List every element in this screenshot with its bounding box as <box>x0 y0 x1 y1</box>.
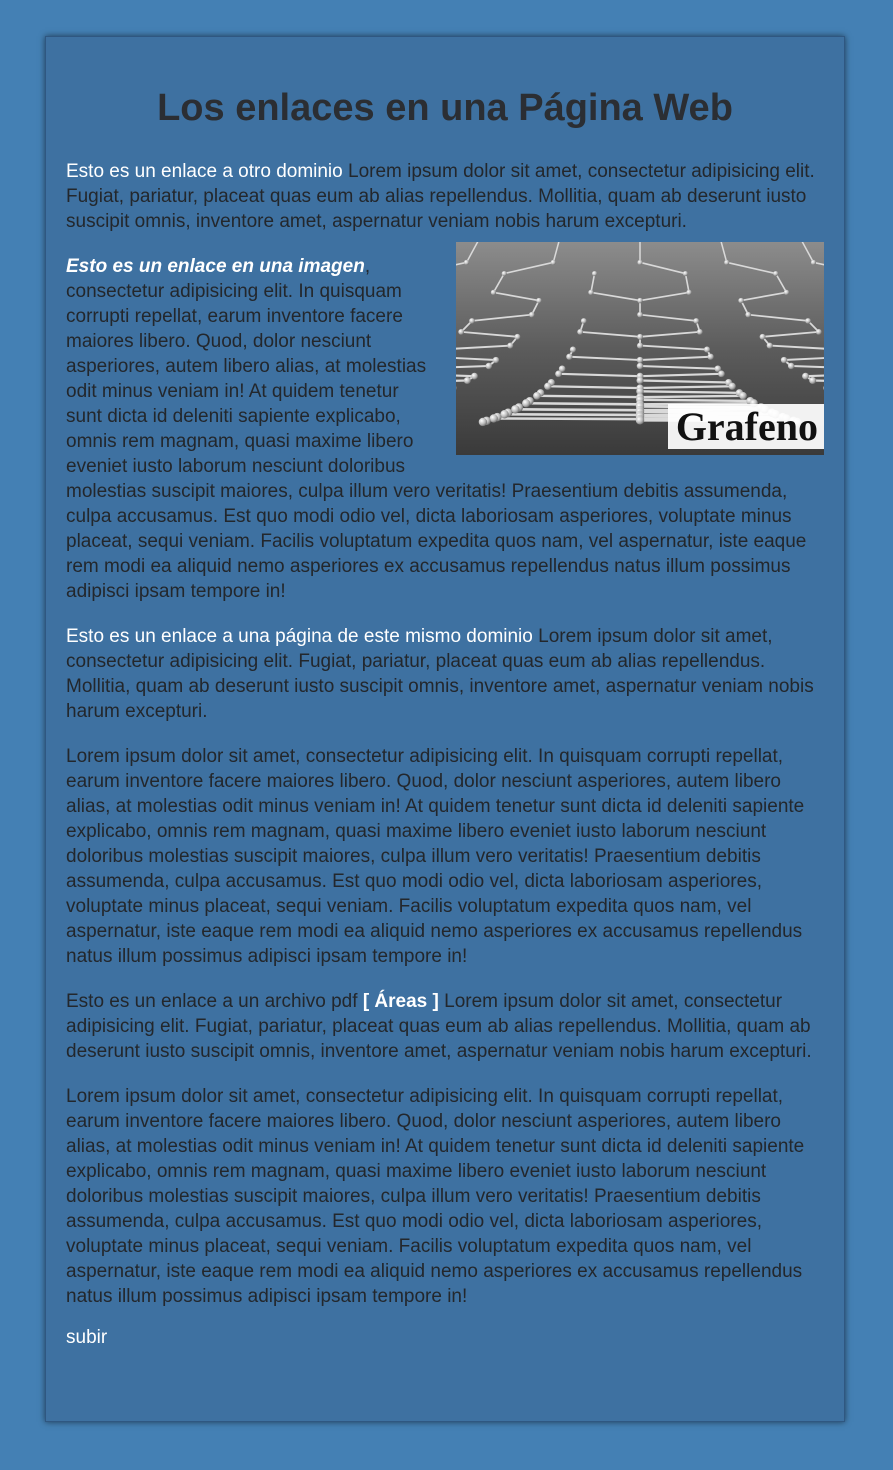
lattice-atom <box>588 290 593 295</box>
page-title: Los enlaces en una Página Web <box>157 87 733 129</box>
lattice-atom <box>767 343 773 349</box>
lattice-atom <box>718 370 725 377</box>
paragraph-pdf-link <box>66 989 824 1064</box>
lattice-atom <box>529 312 535 318</box>
back-to-top-paragraph <box>66 1325 824 1350</box>
lattice-atom <box>637 357 643 363</box>
lattice-atom <box>637 260 642 265</box>
lattice-atom <box>809 377 816 384</box>
lattice-atom <box>637 312 643 318</box>
lattice-bond <box>537 396 640 397</box>
lattice-atom <box>479 418 487 426</box>
lattice-atom <box>637 377 644 384</box>
lattice-bond <box>516 409 640 410</box>
lattice-atom <box>486 363 493 370</box>
lattice-atom <box>566 354 572 360</box>
lattice-atom <box>788 363 795 370</box>
back-to-top-link[interactable]: subir <box>66 1327 108 1348</box>
lattice-atom <box>551 260 556 265</box>
lattice-bond <box>640 391 739 393</box>
lattice-atom <box>802 373 809 380</box>
pdf-link[interactable]: [ Áreas ] <box>362 991 439 1012</box>
lattice-atom <box>458 329 464 335</box>
lattice-atom <box>708 354 714 360</box>
image-caption: Grafeno <box>668 404 824 449</box>
lattice-atom <box>693 318 699 324</box>
same-domain-link[interactable]: Esto es un enlace a una página de este mismo dominio <box>66 626 533 647</box>
lattice-atom <box>773 271 778 276</box>
lattice-atom <box>493 357 499 363</box>
lattice-atom <box>637 334 643 340</box>
lattice-atom <box>581 318 587 324</box>
paragraph-text: , consectetur adipisicing elit. In quisquam corrupti repellat, earum inventore facere maiores libero. Quod, dolor nesciunt asperiores, autem libero alias, at molestias odit minus veniam in! At quidem tenetur sunt dicta id deleniti sapiente explicabo, omnis rem magnam, quasi maxime libero eveniet iusto laborum nesciunt doloribus molestias suscipit maiores, culpa illum vero veritatis! Praesentium debitis assumenda, culpa accusamus. Est quo modi odio vel, dicta laboriosam asperiores, voluptate minus placeat, sequi veniam. Facilis voluptatum expedita quos nam, vel aspernatur, iste eaque rem modi ea aliquid nemo asperiores ex accusamus repellendus natus illum possimus adipisci ipsam tempore in! <box>66 256 807 602</box>
lattice-bond <box>640 400 750 401</box>
lattice-atom <box>686 290 691 295</box>
paragraph-text: Lorem ipsum dolor sit amet, consectetur adipisicing elit. Fugiat, pariatur, placeat quas eum ab alias repellendus. Mollitia, quam ab deserunt iusto suscipit omnis, inventore amet, aspernatur veniam nobis harum excepturi. <box>66 626 814 722</box>
lattice-atom <box>816 329 822 335</box>
lattice-atom <box>683 271 688 276</box>
paragraph-text: Lorem ipsum dolor sit amet, consectetur adipisicing elit. Fugiat, pariatur, placeat quas eum ab alias repellendus. Mollitia, quam ab deserunt iusto suscipit omnis, inventore amet, aspernatur veniam nobis harum excepturi. <box>66 991 812 1062</box>
lattice-atom <box>490 414 498 422</box>
lattice-atom <box>729 383 736 390</box>
lattice-atom <box>739 392 747 400</box>
lattice-atom <box>500 410 508 418</box>
lattice-atom <box>507 343 513 349</box>
lattice-atom <box>592 271 597 276</box>
lattice-bond <box>505 414 640 415</box>
lattice-atom <box>471 373 478 380</box>
lattice-bond <box>527 403 640 404</box>
lattice-atom <box>784 290 789 295</box>
lattice-atom <box>511 405 519 413</box>
paragraph-lorem: Lorem ipsum dolor sit amet, consectetur adipisicing elit. In quisquam corrupti repellat, earum inventore facere maiores libero. Quod, dolor nesciunt asperiores, autem libero alias, at molestias odit minus veniam in! At quidem tenetur sunt dicta id deleniti sapiente explicabo, omnis rem magnam, quasi maxime libero eveniet iusto laborum nesciunt doloribus molestias suscipit maiores, culpa illum vero veritatis! Praesentium debitis assumenda, culpa accusamus. Est quo modi odio vel, dicta laboriosam asperiores, voluptate minus placeat, sequi veniam. Facilis voluptatum expedita quos nam, vel aspernatur, iste eaque rem modi ea aliquid nemo asperiores ex accusamus repellendus natus illum possimus adipisci ipsam tempore in! <box>66 1086 805 1307</box>
lattice-atom <box>502 271 507 276</box>
lattice-atom <box>745 312 751 318</box>
lattice-atom <box>469 318 475 324</box>
lattice-atom <box>515 334 521 340</box>
image-text-link[interactable]: Esto es un enlace en una imagen <box>66 256 365 277</box>
paragraph-image-link <box>66 254 824 604</box>
lattice-atom <box>811 260 816 265</box>
lattice-atom <box>536 298 541 303</box>
lattice-atom <box>697 329 703 335</box>
lattice-atom <box>464 377 471 384</box>
graphene-image-link[interactable] <box>456 242 824 455</box>
lattice-bond <box>494 418 640 419</box>
lattice-atom <box>636 416 644 424</box>
content-card <box>45 36 845 1422</box>
lattice-atom <box>570 346 576 352</box>
paragraph-text: Lorem ipsum dolor sit amet, consectetur adipisicing elit. Fugiat, pariatur, placeat quas eum ab alias repellendus. Mollitia, quam ab deserunt iusto suscipit omnis, inventore amet, aspernatur veniam nobis harum excepturi. <box>66 161 815 232</box>
lattice-atom <box>637 343 643 349</box>
lattice-atom <box>491 290 496 295</box>
lattice-atom <box>464 260 469 265</box>
paragraph-prefix: Esto es un enlace a un archivo pdf <box>66 991 363 1012</box>
paragraph-external-link <box>66 159 824 234</box>
lattice-atom <box>805 318 811 324</box>
lattice-bond <box>640 396 743 397</box>
lattice-atom <box>555 370 562 377</box>
lattice-atom <box>577 329 583 335</box>
external-domain-link[interactable]: Esto es un enlace a otro dominio <box>66 161 343 182</box>
lattice-atom <box>533 392 541 400</box>
lattice-atom <box>522 399 530 407</box>
lattice-atom <box>781 357 787 363</box>
lattice-atom <box>738 298 743 303</box>
paragraph-lorem: Lorem ipsum dolor sit amet, consectetur adipisicing elit. In quisquam corrupti repellat, earum inventore facere maiores libero. Quod, dolor nesciunt asperiores, autem libero alias, at molestias odit minus veniam in! At quidem tenetur sunt dicta id deleniti sapiente explicabo, omnis rem magnam, quasi maxime libero eveniet iusto laborum nesciunt doloribus molestias suscipit maiores, culpa illum vero veritatis! Praesentium debitis assumenda, culpa accusamus. Est quo modi odio vel, dicta laboriosam asperiores, voluptate minus placeat, sequi veniam. Facilis voluptatum expedita quos nam, vel aspernatur, iste eaque rem modi ea aliquid nemo asperiores ex accusamus repellendus natus illum possimus adipisci ipsam tempore in! <box>66 746 805 967</box>
lattice-atom <box>544 383 551 390</box>
lattice-atom <box>760 334 766 340</box>
lattice-atom <box>637 363 644 370</box>
paragraph-internal-link <box>66 624 824 724</box>
lattice-atom <box>637 298 642 303</box>
lattice-atom <box>704 346 710 352</box>
lattice-atom <box>724 260 729 265</box>
